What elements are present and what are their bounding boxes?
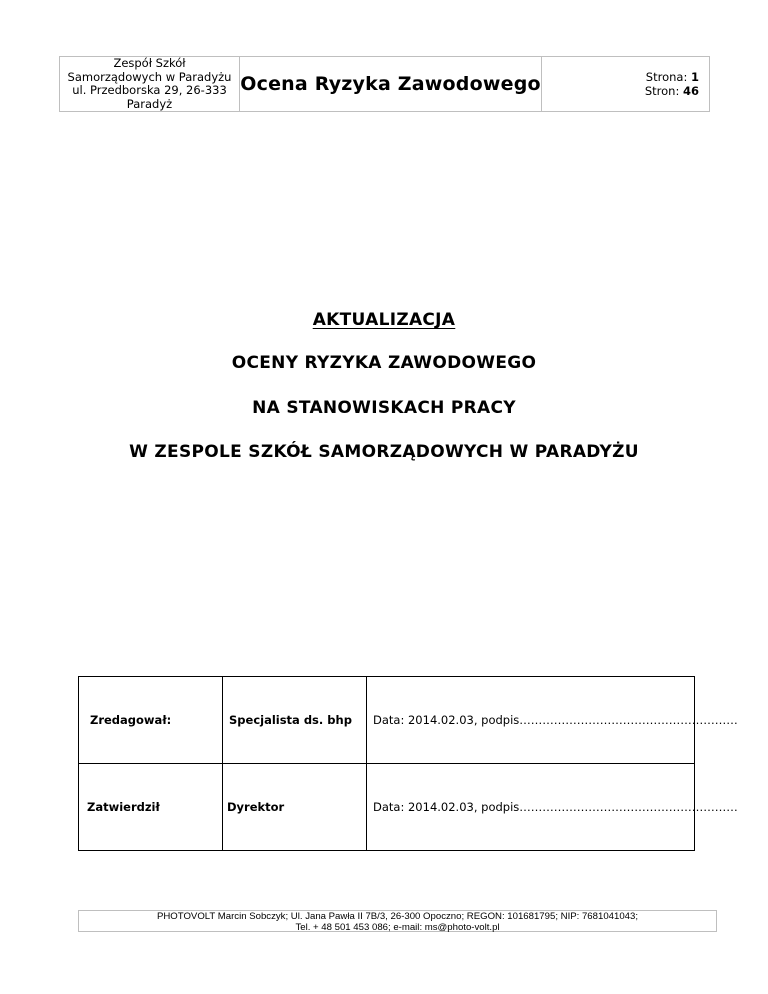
org-line: ul. Przedborska 29, 26-333 bbox=[72, 83, 227, 97]
title-line-3: NA STANOWISKACH PRACY bbox=[252, 398, 516, 418]
role-cell: Zredagował: bbox=[79, 677, 223, 764]
org-line: Samorządowych w Paradyżu bbox=[67, 69, 232, 84]
page-header bbox=[59, 56, 710, 112]
page-number: 1 bbox=[690, 70, 699, 84]
page-counter bbox=[542, 57, 710, 112]
page-label: Strona: bbox=[645, 70, 688, 84]
page-number-line bbox=[542, 70, 699, 84]
footer-line-2: Tel. + 48 501 453 086; e-mail: ms@photo-volt.pl bbox=[295, 921, 500, 933]
table-row bbox=[79, 764, 695, 851]
pages-total: 46 bbox=[682, 84, 699, 98]
pages-total-line bbox=[542, 84, 699, 98]
header-document-title: Ocena Ryzyka Zawodowego bbox=[240, 57, 542, 112]
title-line-2: OCENY RYZYKA ZAWODOWEGO bbox=[231, 353, 537, 373]
role-cell: Zatwierdził bbox=[79, 764, 223, 851]
org-line: Zespół Szkół bbox=[113, 56, 186, 70]
title-line-1: AKTUALIZACJA bbox=[312, 310, 456, 330]
organization-address bbox=[60, 57, 240, 112]
pages-label: Stron: bbox=[644, 84, 680, 98]
person-cell: Specjalista ds. bhp bbox=[223, 677, 367, 764]
org-line: Paradyż bbox=[126, 96, 173, 111]
approval-table bbox=[78, 676, 738, 851]
title-line-4: W ZESPOLE SZKÓŁ SAMORZĄDOWYCH W PARADYŻU bbox=[129, 442, 639, 462]
date-signature-cell: Data: 2014.02.03, podpis………………………………………………… bbox=[367, 764, 695, 851]
table-row bbox=[79, 677, 695, 764]
footer-line-1: PHOTOVOLT Marcin Sobczyk; Ul. Jana Pawła II 7B/3, 26-300 Opoczno; REGON: 101681795; NIP: 7681041043; bbox=[156, 911, 638, 922]
date-signature-cell: Data: 2014.02.03, podpis………………………………………………… bbox=[367, 677, 695, 764]
page-footer bbox=[78, 910, 717, 932]
person-cell: Dyrektor bbox=[223, 764, 367, 851]
